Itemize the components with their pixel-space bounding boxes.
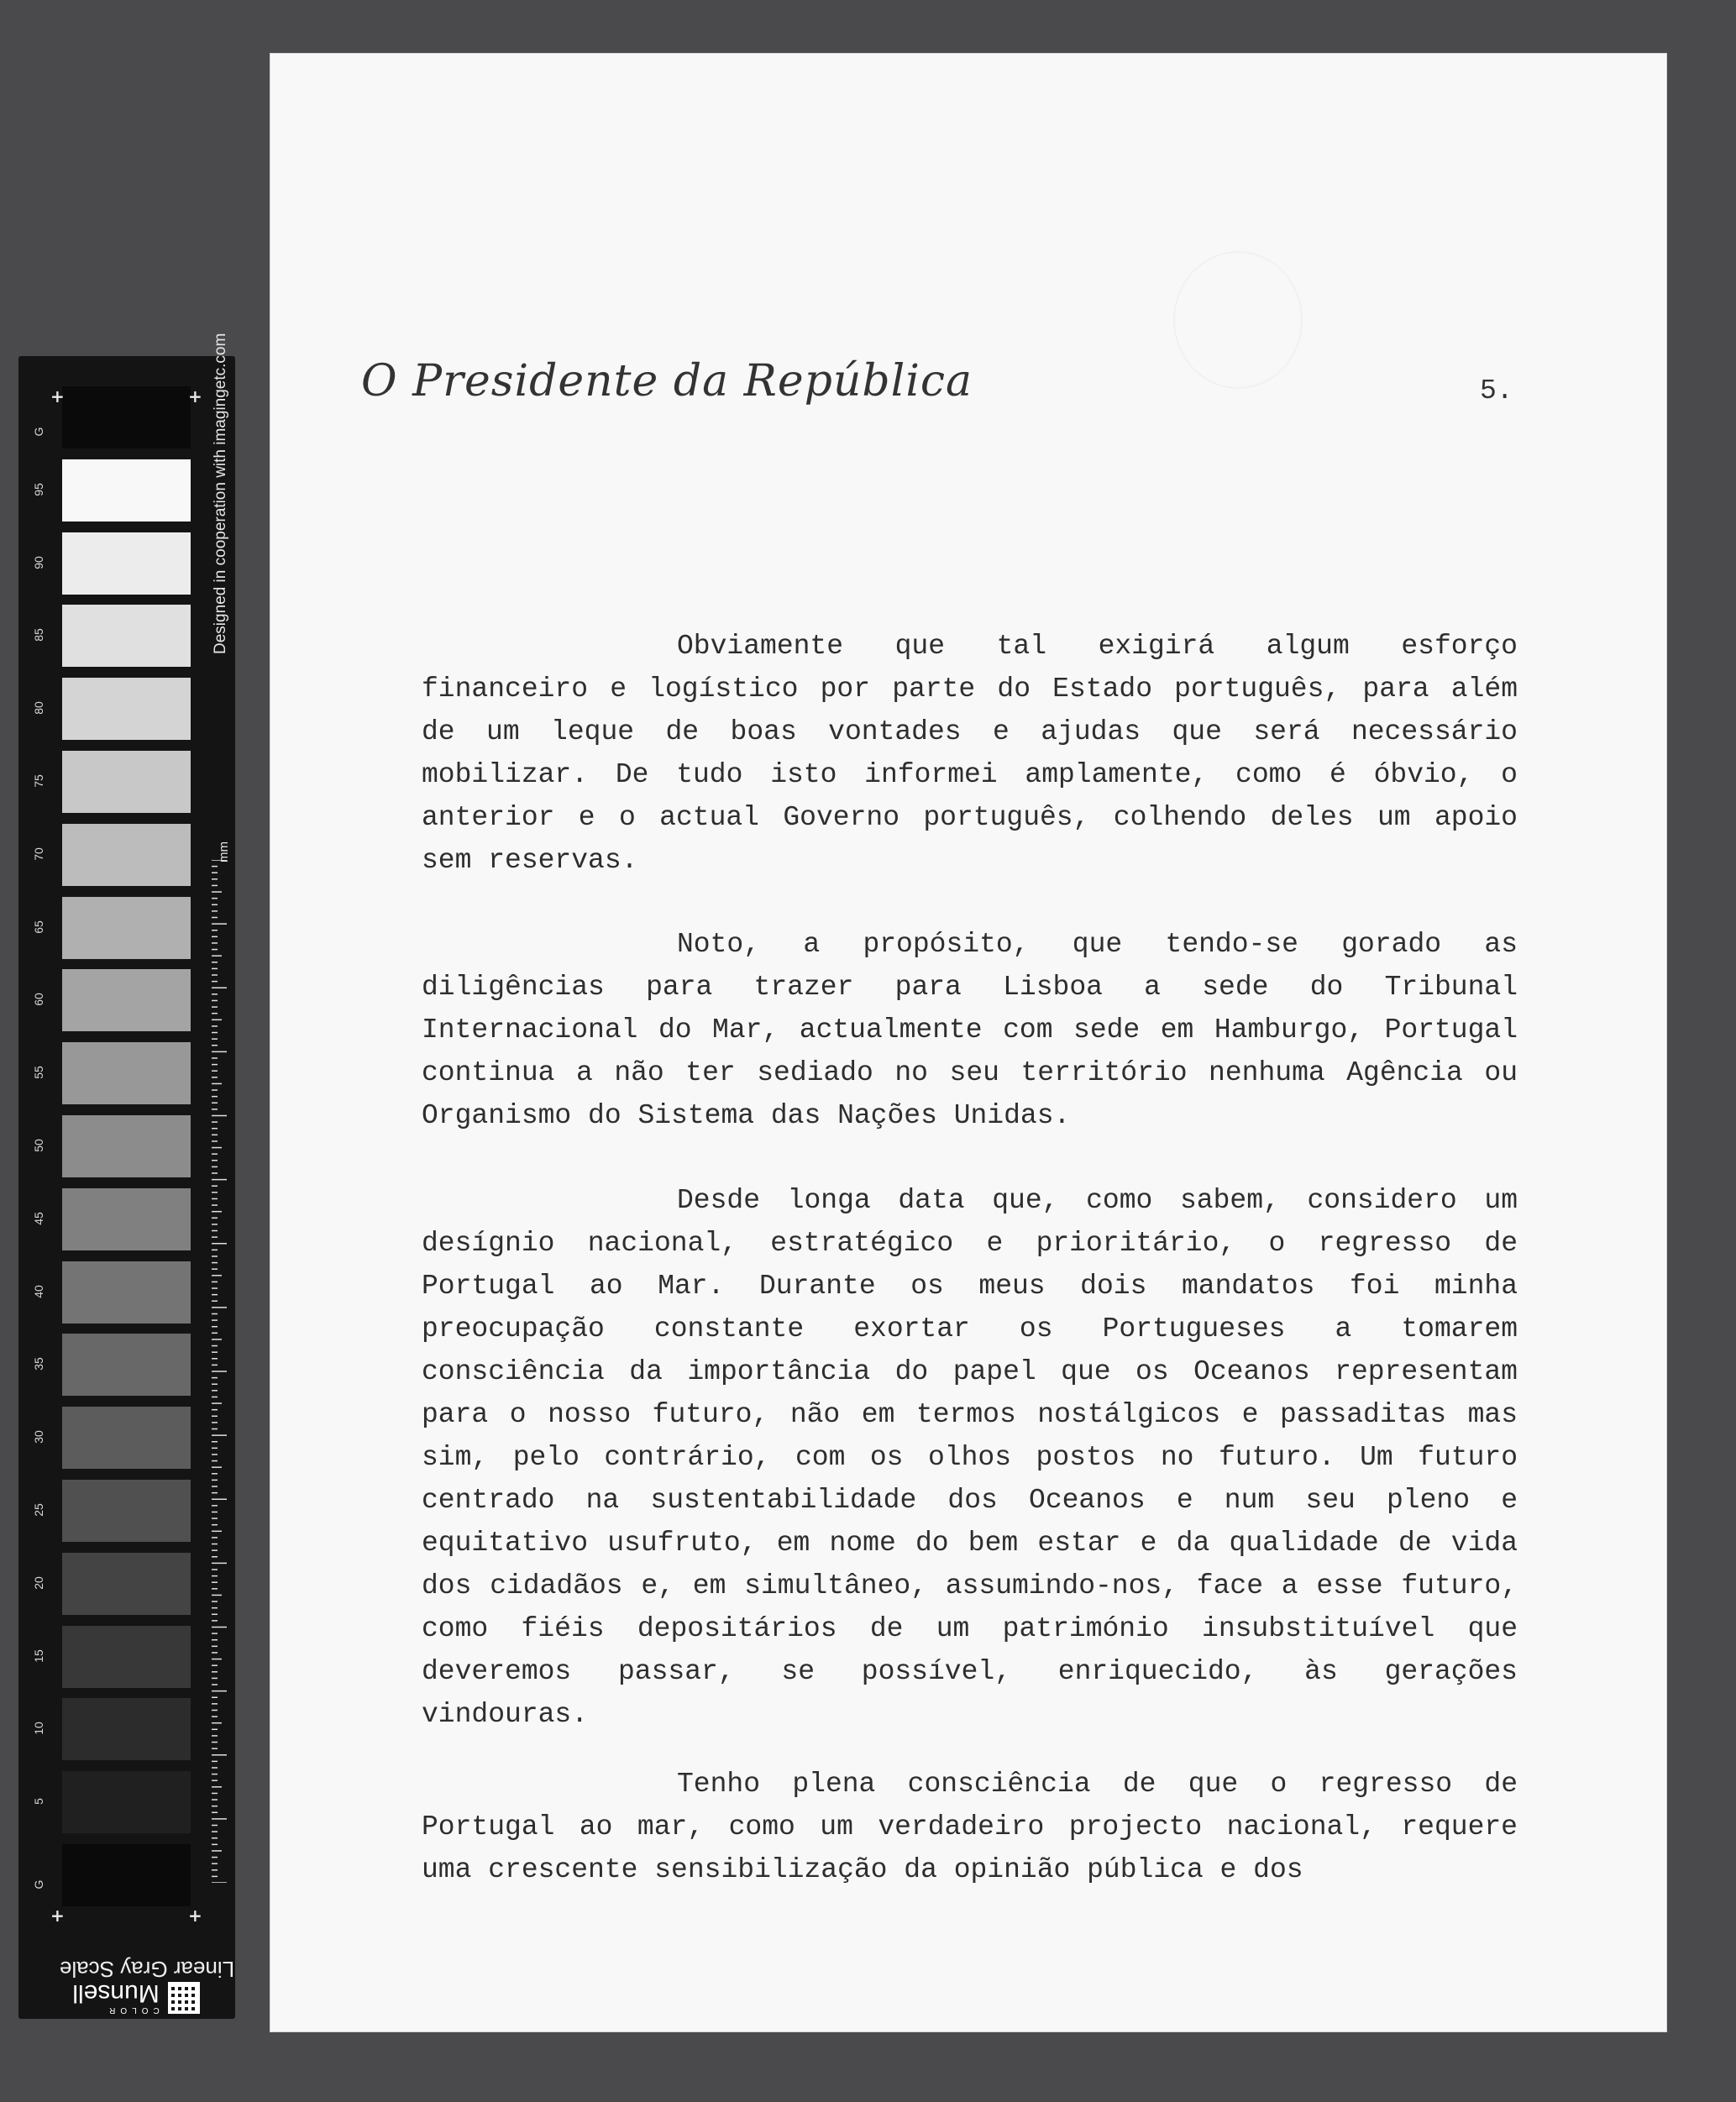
patch-number: 80: [32, 701, 45, 715]
patch-number: 75: [32, 774, 45, 788]
munsell-word: Munsell: [72, 1979, 160, 2008]
gray-patch: [62, 1698, 191, 1760]
gray-patch: [62, 386, 191, 448]
scale-title: Linear Gray Scale: [59, 1957, 235, 1982]
gray-patch: [62, 1480, 191, 1542]
gray-patch: [62, 751, 191, 813]
patch-number: 70: [32, 847, 45, 861]
mm-ruler: [212, 860, 227, 1883]
munsell-logo: [52, 1981, 220, 2015]
unit-label: mm: [217, 841, 231, 862]
gray-patch: [62, 969, 191, 1031]
patch-number: 90: [32, 555, 45, 569]
patch-number: 20: [32, 1576, 45, 1590]
patch-number: 30: [32, 1430, 45, 1444]
patch-number: 25: [32, 1503, 45, 1517]
letter-page: [270, 54, 1666, 2031]
gray-patch: [62, 824, 191, 886]
gray-patch: [62, 1188, 191, 1250]
paragraph: Obviamente que tal exigirá algum esforço financeiro e logístico por parte do Estado português, para além de um leque de boas vontades e ajudas que será necessário mobilizar. De tudo isto informei amplamente, como é óbvio, o anterior e o actual Governo português, colhendo deles um apoio sem reservas.: [422, 631, 1518, 876]
gray-patch: [62, 1261, 191, 1324]
page-number: 5.: [1480, 375, 1513, 406]
scale-credit: Designed in cooperation with imagingetc.com: [212, 333, 229, 654]
plus-mark-icon: +: [50, 1905, 65, 1926]
scale-label-top: G: [32, 427, 45, 437]
gray-patch: [62, 1042, 191, 1104]
paragraph: Tenho plena consciência de que o regresso de Portugal ao mar, como um verdadeiro projecto nacional, requere uma crescente sensibilização da opinião pública e dos: [422, 1769, 1518, 1885]
gray-patch: [62, 678, 191, 740]
gray-patch: [62, 1407, 191, 1469]
patch-number: 95: [32, 483, 45, 496]
plus-mark-icon: +: [50, 386, 65, 406]
patch-number: 60: [32, 993, 45, 1007]
embossed-seal: [1173, 251, 1303, 389]
gray-patch: [62, 1115, 191, 1177]
gray-scale-target: [18, 333, 235, 2019]
scale-label-bottom: G: [32, 1879, 45, 1890]
patch-number: 15: [32, 1649, 45, 1663]
patch-number: 45: [32, 1212, 45, 1225]
gray-patch: [62, 897, 191, 959]
munsell-grid-icon: [168, 1982, 200, 2014]
munsell-sub: COLOR: [104, 2005, 160, 2016]
plus-mark-icon: +: [188, 386, 202, 406]
gray-patch: [62, 605, 191, 667]
gray-patch: [62, 459, 191, 522]
gray-patch: [62, 532, 191, 595]
gray-patch: [62, 1553, 191, 1615]
letterhead: O Presidente da República: [361, 356, 973, 406]
patch-number: 40: [32, 1284, 45, 1298]
patch-number: 50: [32, 1139, 45, 1152]
patch-number: 85: [32, 628, 45, 642]
patch-number: 55: [32, 1066, 45, 1079]
gray-patch: [62, 1334, 191, 1396]
gray-patch: [62, 1844, 191, 1906]
gray-patch: [62, 1771, 191, 1833]
patch-number: 35: [32, 1357, 45, 1371]
patch-number: 65: [32, 920, 45, 934]
patch-number: 10: [32, 1722, 45, 1736]
patch-number: 5: [32, 1798, 45, 1806]
paragraph: Desde longa data que, como sabem, considero um desígnio nacional, estratégico e prioritário, o regresso de Portugal ao Mar. Durante os meus dois mandatos foi minha preocupação constante exortar os Portugueses a tomarem consciência da importância do papel que os Oceanos representam para o nosso futuro, não em termos nostálgicos e passaditas mas sim, pelo contrário, com os olhos postos no futuro. Um futuro centrado na sustentabilidade dos Oceanos e num seu pleno e equitativo usufruto, em nome do bem estar e da qualidade de vida dos cidadãos e, em simultâneo, assumindo-nos, face a esse futuro, como fiéis depositários de um património insubstituível que deveremos passar, se possível, enriquecido, às gerações vindouras.: [422, 1185, 1518, 1730]
paragraph: Noto, a propósito, que tendo-se gorado as diligências para trazer para Lisboa a sede do Tribunal Internacional do Mar, actualmente com sede em Hamburgo, Portugal continua a não ter sediado no seu território nenhuma Agência ou Organismo do Sistema das Nações Unidas.: [422, 929, 1518, 1131]
gray-patch: [62, 1626, 191, 1688]
plus-mark-icon: +: [188, 1905, 202, 1926]
